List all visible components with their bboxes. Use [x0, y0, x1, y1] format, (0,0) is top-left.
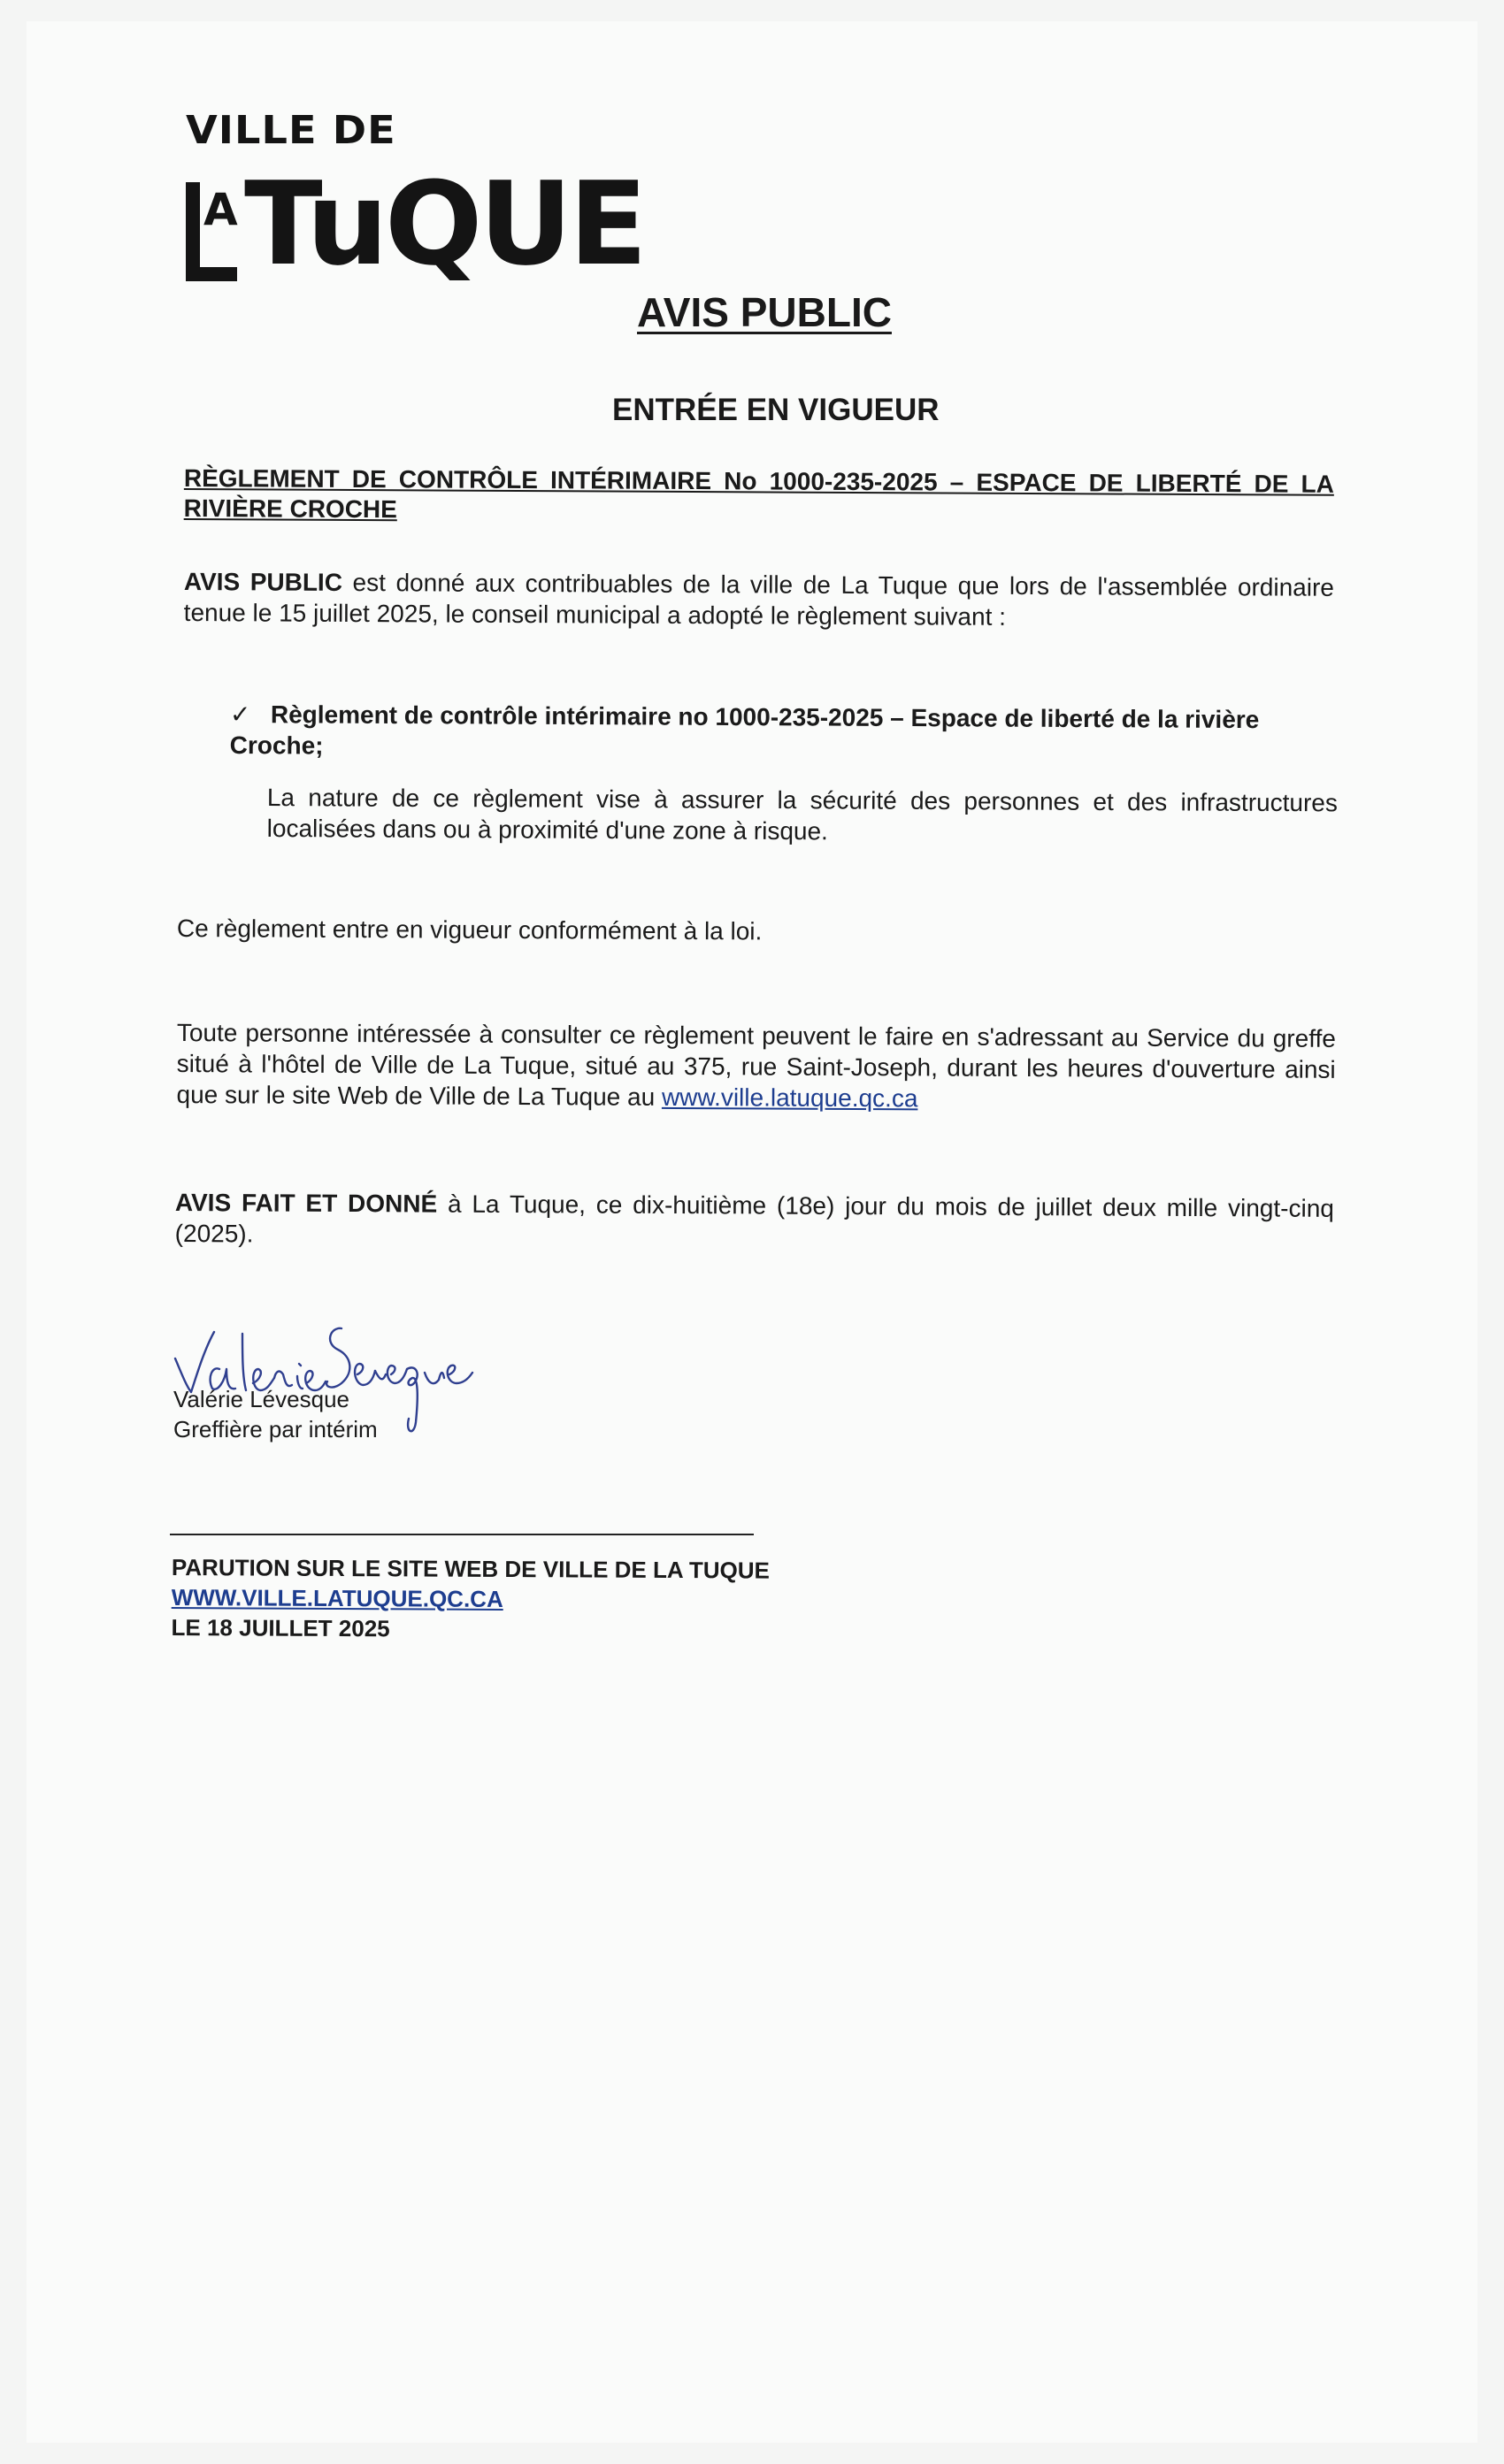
logo-la-monogram — [186, 182, 237, 281]
bylaw-heading: RÈGLEMENT DE CONTRÔLE INTÉRIMAIRE No 1000-235-2025 – ESPACE DE LIBERTÉ DE LA RIVIÈRE CROCHE — [183, 464, 1334, 523]
publication-footer — [171, 1553, 770, 1646]
intro-paragraph — [184, 566, 1334, 634]
given-paragraph — [175, 1187, 1334, 1255]
notice-subtitle: ENTRÉE EN VIGUEUR — [612, 393, 940, 427]
signatory-role: Greffière par intérim — [173, 1415, 378, 1442]
bylaw-description: La nature de ce règlement vise à assurer la sécurité des personnes et des infrastructures localisées dans ou à proximité d'une zone à risque. — [266, 784, 1338, 846]
logo-line-ville-de: VILLE DE — [186, 108, 396, 153]
signatory-block — [173, 1385, 378, 1445]
checkmark-icon: ✓ — [229, 700, 251, 729]
bylaw-bullet — [230, 699, 1354, 767]
bylaw-bullet-text: Règlement de contrôle intérimaire no 1000-235-2025 – Espace de liberté de la rivière Croche; — [229, 700, 1260, 760]
in-force-paragraph: Ce règlement entre en vigueur conformément à la loi. — [176, 914, 763, 945]
given-bold: AVIS FAIT ET DONNÉ — [174, 1189, 438, 1218]
footer-divider — [170, 1534, 754, 1535]
logo-latuque — [186, 157, 644, 291]
logo-a-letter: A — [203, 184, 238, 235]
intro-bold: AVIS PUBLIC — [183, 568, 343, 596]
publication-date: LE 18 JUILLET 2025 — [171, 1613, 390, 1641]
consult-paragraph — [176, 1017, 1336, 1116]
given-text: à La Tuque, ce dix-huitième (18e) jour du mois de juillet deux mille vingt-cinq (2025). — [174, 1190, 1334, 1248]
intro-text: est donné aux contribuables de la ville de La Tuque que lors de l'assemblée ordinaire tenue le 15 juillet 2025, le conseil municipal a adopté le règlement suivant : — [183, 568, 1334, 631]
signatory-name: Valérie Lévesque — [173, 1386, 349, 1412]
publication-line: PARUTION SUR LE SITE WEB DE VILLE DE LA TUQUE — [171, 1554, 771, 1584]
website-link[interactable]: www.ville.latuque.qc.ca — [661, 1083, 918, 1113]
city-logo — [186, 108, 644, 291]
consult-text: Toute personne intéressée à consulter ce règlement peuvent le faire en s'adressant au Service du greffe situé à l'hôtel de Ville de La Tuque, situé au 375, rue Saint-Joseph, durant les heures d'ouverture ainsi que sur le site Web de Ville de La Tuque au — [176, 1019, 1336, 1111]
logo-tuque-text: TuQUE — [244, 157, 644, 291]
notice-title: AVIS PUBLIC — [637, 289, 892, 335]
footer-website-link[interactable]: WWW.VILLE.LATUQUE.QC.CA — [171, 1583, 503, 1612]
